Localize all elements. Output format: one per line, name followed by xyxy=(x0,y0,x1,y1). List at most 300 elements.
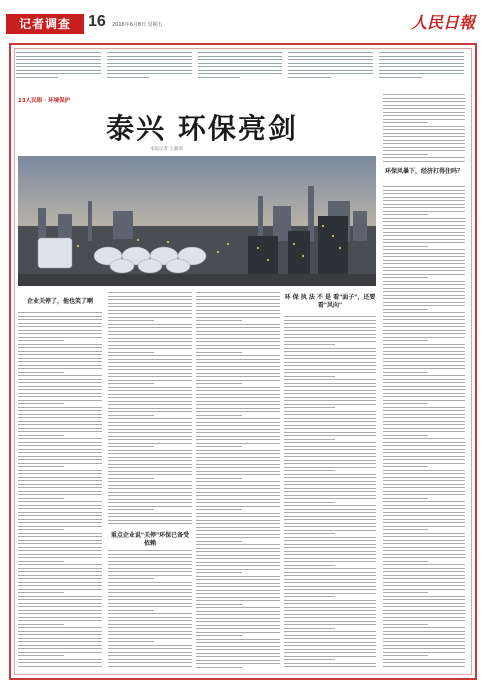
text-line xyxy=(108,478,154,479)
text-line xyxy=(284,582,376,583)
text-line xyxy=(108,599,192,600)
text-line xyxy=(383,358,465,359)
text-line xyxy=(383,414,465,415)
text-line xyxy=(284,537,376,538)
text-line xyxy=(196,534,280,535)
text-line xyxy=(383,197,465,198)
text-line xyxy=(108,345,192,346)
text-line xyxy=(383,512,465,513)
text-line xyxy=(196,667,242,668)
text-line xyxy=(108,624,192,625)
text-line xyxy=(383,589,465,590)
text-line xyxy=(383,501,465,502)
text-line xyxy=(196,460,280,461)
text-line xyxy=(18,368,102,369)
text-line xyxy=(383,270,465,271)
text-line xyxy=(16,77,58,78)
text-line xyxy=(383,592,428,593)
text-line xyxy=(383,298,465,299)
text-line xyxy=(383,631,465,632)
text-line xyxy=(108,617,192,618)
text-line xyxy=(108,439,192,440)
text-line xyxy=(288,77,330,78)
text-line xyxy=(18,351,102,352)
text-line xyxy=(288,73,373,74)
text-line xyxy=(18,379,102,380)
text-line xyxy=(284,320,376,321)
text-line xyxy=(108,606,192,607)
text-line xyxy=(383,641,465,642)
text-line xyxy=(284,348,376,349)
text-line xyxy=(284,526,376,527)
text-line xyxy=(383,543,465,544)
text-line xyxy=(284,327,376,328)
text-line xyxy=(383,239,465,240)
text-line xyxy=(284,460,376,461)
text-line xyxy=(18,617,102,618)
text-line xyxy=(284,652,376,653)
text-line xyxy=(196,394,280,395)
text-line xyxy=(383,666,465,667)
text-line xyxy=(383,351,465,352)
text-line xyxy=(284,586,376,587)
text-line xyxy=(18,662,102,663)
text-line xyxy=(198,59,283,60)
text-line xyxy=(196,530,280,531)
text-line xyxy=(108,620,192,621)
lead-column xyxy=(288,52,373,86)
text-line xyxy=(284,397,376,398)
text-line xyxy=(383,136,465,137)
text-line xyxy=(383,94,465,95)
text-line xyxy=(383,101,465,102)
text-line xyxy=(108,627,192,628)
text-line xyxy=(18,438,102,439)
text-line xyxy=(108,296,192,297)
text-line xyxy=(383,98,465,99)
text-line xyxy=(383,515,465,516)
text-line xyxy=(18,610,102,611)
text-line xyxy=(196,600,280,601)
text-line xyxy=(108,495,192,496)
text-line xyxy=(383,319,465,320)
text-line xyxy=(383,484,465,485)
text-line xyxy=(383,480,465,481)
text-line xyxy=(18,519,102,520)
text-line xyxy=(196,551,280,552)
text-line xyxy=(107,56,192,57)
text-line xyxy=(107,77,149,78)
lead-column xyxy=(198,52,283,86)
body-column-2 xyxy=(108,292,192,528)
text-line xyxy=(18,648,102,649)
text-line xyxy=(16,59,101,60)
text-line xyxy=(383,400,465,401)
text-line xyxy=(284,516,376,517)
text-line xyxy=(108,641,154,642)
text-line xyxy=(383,445,465,446)
text-line xyxy=(284,428,376,429)
text-line xyxy=(108,481,192,482)
text-line xyxy=(108,425,192,426)
text-line xyxy=(383,368,465,369)
text-line xyxy=(379,52,464,53)
text-line xyxy=(108,373,192,374)
text-line xyxy=(196,373,280,374)
text-line xyxy=(383,122,428,123)
text-line xyxy=(198,56,283,57)
text-line xyxy=(108,418,192,419)
text-line xyxy=(379,70,464,71)
text-line xyxy=(108,592,192,593)
text-line xyxy=(284,558,376,559)
text-line xyxy=(383,473,465,474)
text-line xyxy=(196,593,280,594)
text-line xyxy=(108,564,192,565)
text-line xyxy=(18,494,102,495)
text-line xyxy=(196,485,280,486)
text-line xyxy=(288,70,373,71)
text-line xyxy=(108,429,192,430)
text-line xyxy=(383,554,465,555)
text-line xyxy=(18,498,64,499)
issue-date: 2016年6月8日 星期五 xyxy=(112,22,163,28)
text-line xyxy=(18,452,102,453)
text-line xyxy=(108,306,192,307)
text-line xyxy=(196,369,280,370)
text-line xyxy=(383,529,428,530)
text-line xyxy=(284,624,376,625)
text-line xyxy=(196,649,280,650)
text-line xyxy=(284,330,376,331)
text-line xyxy=(18,372,64,373)
text-line xyxy=(108,334,192,335)
text-line xyxy=(18,529,64,530)
text-line xyxy=(108,450,192,451)
text-line xyxy=(284,495,376,496)
text-line xyxy=(383,522,465,523)
text-line xyxy=(379,66,464,67)
text-line xyxy=(108,467,192,468)
text-line xyxy=(16,66,101,67)
text-line xyxy=(383,596,465,597)
text-line xyxy=(18,487,102,488)
text-line xyxy=(383,277,428,278)
text-line xyxy=(383,613,465,614)
text-line xyxy=(383,274,465,275)
text-line xyxy=(196,527,280,528)
text-line xyxy=(196,656,280,657)
text-line xyxy=(108,499,192,500)
text-line xyxy=(284,649,376,650)
text-line xyxy=(284,393,376,394)
text-line xyxy=(383,452,465,453)
text-line xyxy=(18,484,102,485)
text-line xyxy=(198,66,283,67)
text-line xyxy=(18,571,102,572)
text-line xyxy=(196,488,280,489)
text-line xyxy=(196,660,280,661)
text-line xyxy=(18,435,64,436)
text-line xyxy=(383,627,465,628)
text-line xyxy=(383,603,465,604)
text-line xyxy=(383,218,465,219)
text-line xyxy=(18,624,64,625)
text-line xyxy=(284,589,376,590)
subhead-2: 环 保 执 法 不 是 看"面子"，还要看"风向" xyxy=(284,294,376,309)
text-line xyxy=(108,453,192,454)
text-line xyxy=(108,359,192,360)
text-line xyxy=(383,487,465,488)
text-line xyxy=(18,666,102,667)
text-line xyxy=(198,77,240,78)
text-line xyxy=(18,428,102,429)
series-label: 13人民眼 · 环境保护 xyxy=(18,98,71,104)
text-line xyxy=(107,59,192,60)
text-line xyxy=(284,656,376,657)
text-line xyxy=(108,352,154,353)
text-line xyxy=(18,526,102,527)
text-line xyxy=(196,597,280,598)
text-line xyxy=(196,639,280,640)
text-line xyxy=(284,554,376,555)
text-line xyxy=(383,435,428,436)
text-line xyxy=(383,599,465,600)
text-line xyxy=(107,66,192,67)
text-line xyxy=(196,401,280,402)
text-line xyxy=(108,415,154,416)
text-line xyxy=(284,575,376,576)
text-line xyxy=(18,550,102,551)
text-line xyxy=(196,334,280,335)
text-line xyxy=(284,635,376,636)
text-line xyxy=(284,607,376,608)
text-line xyxy=(383,302,465,303)
text-line xyxy=(383,466,428,467)
text-line xyxy=(18,414,102,415)
text-line xyxy=(284,593,376,594)
text-line xyxy=(288,59,373,60)
text-line xyxy=(383,568,465,569)
text-line xyxy=(18,655,64,656)
text-line xyxy=(383,246,428,247)
text-line xyxy=(196,523,280,524)
text-line xyxy=(383,662,465,663)
text-line xyxy=(284,383,376,384)
text-line xyxy=(196,618,280,619)
text-line xyxy=(196,590,280,591)
text-line xyxy=(379,73,464,74)
text-line xyxy=(196,492,280,493)
text-line xyxy=(108,366,192,367)
text-line xyxy=(284,533,335,534)
text-line xyxy=(383,547,465,548)
text-line xyxy=(284,631,376,632)
text-line xyxy=(196,569,280,570)
text-line xyxy=(383,372,428,373)
text-line xyxy=(18,319,102,320)
text-line xyxy=(196,338,280,339)
text-line xyxy=(18,592,64,593)
text-line xyxy=(284,488,376,489)
text-line xyxy=(18,403,64,404)
text-line xyxy=(284,362,376,363)
text-line xyxy=(383,281,465,282)
text-line xyxy=(383,456,465,457)
text-line xyxy=(196,320,242,321)
text-line xyxy=(196,376,280,377)
text-line xyxy=(18,354,102,355)
text-line xyxy=(383,536,465,537)
text-line xyxy=(196,331,280,332)
body-column-6b xyxy=(383,186,465,672)
text-line xyxy=(284,519,376,520)
text-line xyxy=(284,600,376,601)
text-line xyxy=(18,634,102,635)
text-line xyxy=(196,443,280,444)
text-line xyxy=(284,344,335,345)
text-line xyxy=(196,404,280,405)
text-line xyxy=(284,645,376,646)
text-line xyxy=(284,544,376,545)
text-line xyxy=(383,232,465,233)
text-line xyxy=(108,589,192,590)
text-line xyxy=(196,565,280,566)
text-line xyxy=(284,404,376,405)
text-line xyxy=(383,214,428,215)
text-line xyxy=(284,355,376,356)
text-line xyxy=(383,561,428,562)
text-line xyxy=(383,438,465,439)
text-line xyxy=(18,652,102,653)
text-line xyxy=(383,112,465,113)
text-line xyxy=(196,513,280,514)
text-line xyxy=(383,305,465,306)
text-line xyxy=(18,473,102,474)
text-line xyxy=(108,520,192,521)
text-line xyxy=(196,355,280,356)
text-line xyxy=(18,361,102,362)
text-line xyxy=(108,638,192,639)
text-line xyxy=(18,375,102,376)
text-line xyxy=(284,470,335,471)
text-line xyxy=(18,613,102,614)
text-line xyxy=(383,256,465,257)
text-line xyxy=(383,424,465,425)
text-line xyxy=(284,505,376,506)
text-line xyxy=(18,417,102,418)
text-line xyxy=(16,63,101,64)
text-line xyxy=(383,638,465,639)
text-line xyxy=(18,477,102,478)
text-line xyxy=(18,421,102,422)
text-line xyxy=(18,382,102,383)
text-line xyxy=(198,70,283,71)
text-line xyxy=(383,634,465,635)
text-line xyxy=(108,655,192,656)
text-line xyxy=(383,582,465,583)
text-line xyxy=(196,324,280,325)
text-line xyxy=(196,310,280,311)
text-line xyxy=(108,568,192,569)
text-line xyxy=(284,453,376,454)
text-line xyxy=(284,411,376,412)
text-line xyxy=(196,317,280,318)
text-line xyxy=(383,417,465,418)
text-line xyxy=(383,494,465,495)
text-line xyxy=(383,333,465,334)
text-line xyxy=(196,362,280,363)
text-line xyxy=(108,659,192,660)
text-line xyxy=(284,446,376,447)
text-line xyxy=(196,625,280,626)
body-column-3 xyxy=(108,550,192,672)
text-line xyxy=(284,523,376,524)
text-line xyxy=(383,620,465,621)
text-line xyxy=(108,523,192,524)
text-line xyxy=(383,221,465,222)
text-line xyxy=(284,530,376,531)
text-line xyxy=(379,56,464,57)
text-line xyxy=(18,393,102,394)
text-line xyxy=(383,295,465,296)
text-line xyxy=(196,611,280,612)
text-line xyxy=(196,408,280,409)
text-line xyxy=(108,376,192,377)
text-line xyxy=(383,624,428,625)
text-line xyxy=(383,260,465,261)
text-line xyxy=(18,312,102,313)
text-line xyxy=(18,340,64,341)
text-line xyxy=(108,585,192,586)
text-line xyxy=(196,555,280,556)
text-line xyxy=(108,485,192,486)
body-column-4 xyxy=(196,292,280,672)
article-headline: 泰兴 环保亮剑 xyxy=(106,112,298,145)
text-line xyxy=(383,477,465,478)
text-line xyxy=(284,614,376,615)
text-line xyxy=(383,382,465,383)
text-line xyxy=(196,614,280,615)
text-line xyxy=(284,509,376,510)
text-line xyxy=(196,429,280,430)
text-line xyxy=(108,464,192,465)
article-byline: 本报记者 王湘鸿 xyxy=(150,147,183,152)
text-line xyxy=(196,467,280,468)
text-line xyxy=(18,389,102,390)
text-line xyxy=(108,320,154,321)
text-line xyxy=(383,147,465,148)
text-line xyxy=(383,316,465,317)
text-line xyxy=(383,150,465,151)
text-line xyxy=(196,450,280,451)
text-line xyxy=(196,562,280,563)
text-line xyxy=(284,663,376,664)
text-line xyxy=(108,575,192,576)
subhead-3: 重点企业说"关停"环保已备受依赖 xyxy=(110,532,190,547)
text-line xyxy=(284,666,376,667)
text-line xyxy=(383,211,465,212)
text-line xyxy=(18,585,102,586)
text-line xyxy=(383,119,465,120)
text-line xyxy=(284,572,376,573)
text-line xyxy=(196,579,280,580)
text-line xyxy=(108,613,192,614)
text-line xyxy=(108,460,192,461)
text-line xyxy=(284,481,376,482)
text-line xyxy=(18,645,102,646)
text-line xyxy=(284,621,376,622)
